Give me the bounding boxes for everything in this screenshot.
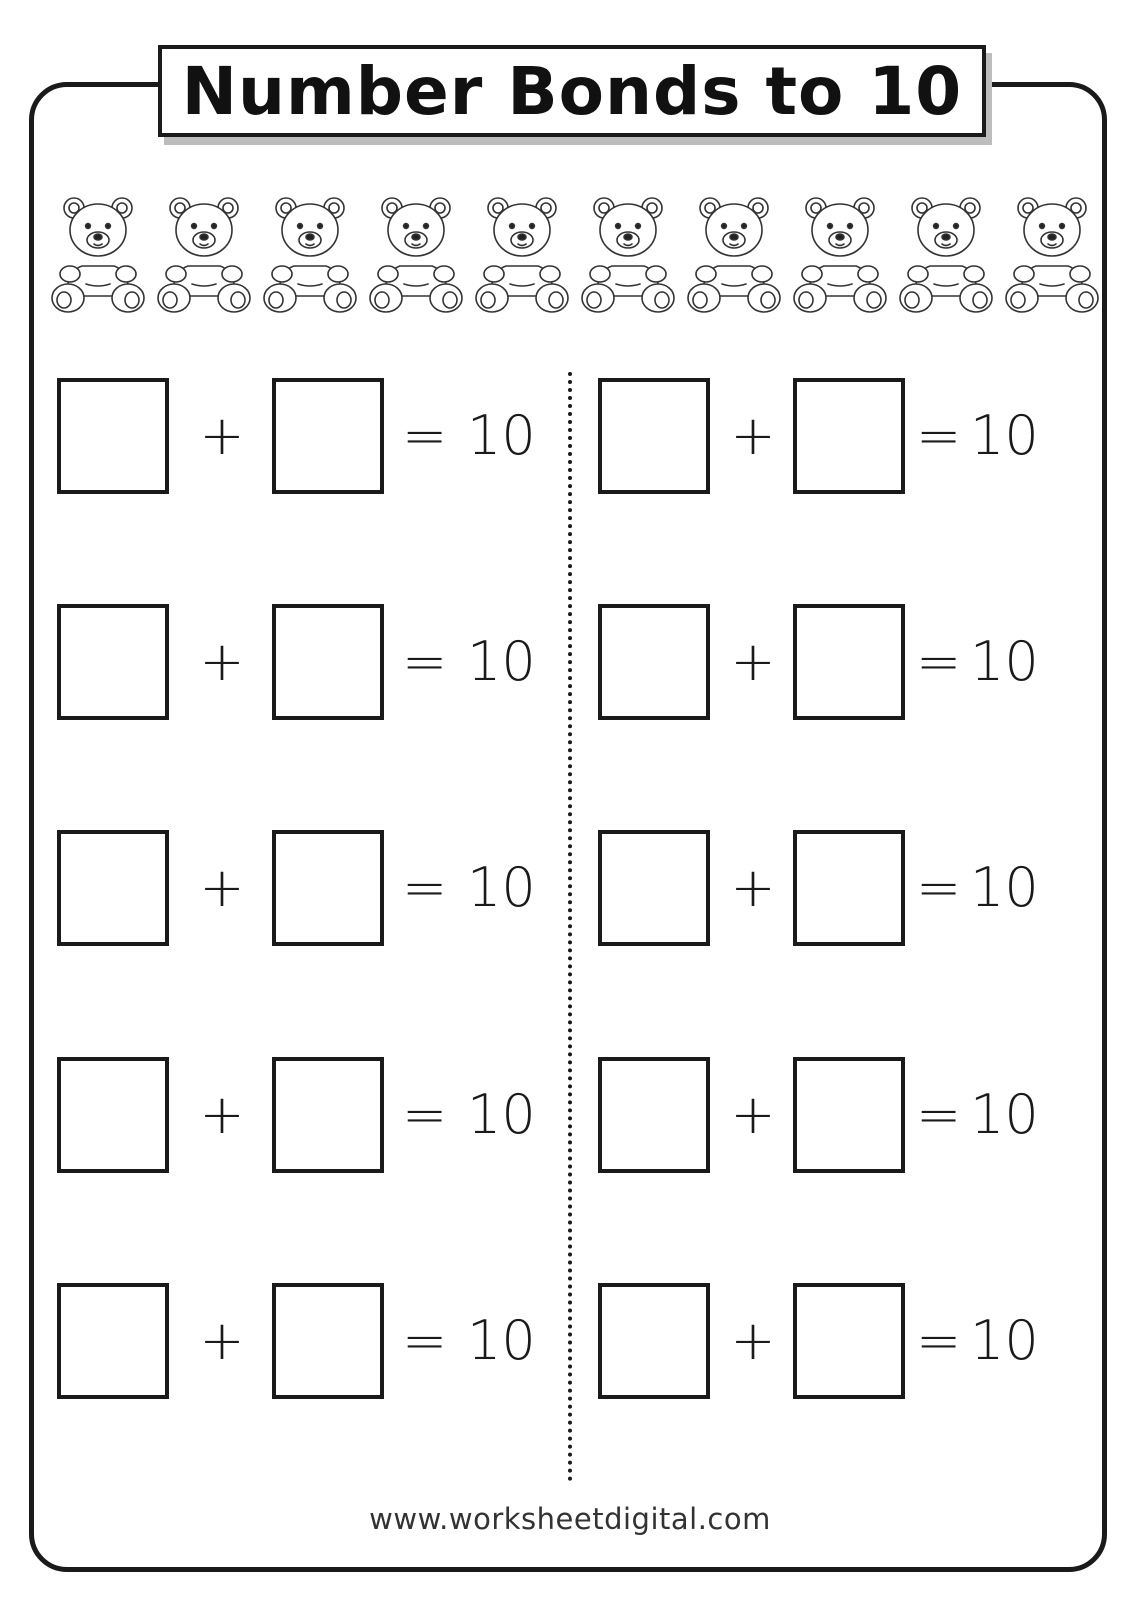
equals-sign: = (402, 1083, 448, 1146)
total-value: 10 (970, 856, 1039, 919)
answer-box-second-addend[interactable] (272, 1283, 384, 1399)
total-value: 10 (970, 404, 1039, 467)
plus-sign: + (199, 404, 245, 467)
number-bond-equation (57, 1057, 536, 1177)
plus-sign: + (199, 1083, 245, 1146)
number-bond-equation (598, 1057, 1068, 1177)
teddy-bear-icon (686, 192, 782, 316)
answer-box-second-addend[interactable] (272, 1057, 384, 1173)
number-bond-equation (57, 378, 536, 498)
answer-box-first-addend[interactable] (57, 378, 169, 494)
teddy-bear-icon (1004, 192, 1100, 316)
answer-box-first-addend[interactable] (57, 1057, 169, 1173)
plus-sign: + (730, 1083, 776, 1146)
equals-sign: = (402, 856, 448, 919)
teddy-bear-counters (50, 192, 1100, 320)
number-bond-equation (57, 1283, 536, 1403)
column-divider (568, 372, 572, 1482)
answer-box-second-addend[interactable] (793, 1283, 905, 1399)
teddy-bear-icon (792, 192, 888, 316)
answer-box-first-addend[interactable] (57, 604, 169, 720)
plus-sign: + (199, 856, 245, 919)
answer-box-first-addend[interactable] (598, 604, 710, 720)
answer-box-first-addend[interactable] (57, 830, 169, 946)
teddy-bear-icon (156, 192, 252, 316)
teddy-bear-icon (474, 192, 570, 316)
equals-sign: = (916, 404, 962, 467)
answer-box-first-addend[interactable] (598, 1057, 710, 1173)
equals-sign: = (916, 1309, 962, 1372)
plus-sign: + (199, 1309, 245, 1372)
total-value: 10 (467, 404, 536, 467)
total-value: 10 (970, 1309, 1039, 1372)
plus-sign: + (730, 1309, 776, 1372)
total-value: 10 (467, 630, 536, 693)
total-value: 10 (970, 630, 1039, 693)
page-title: Number Bonds to 10 (181, 52, 963, 130)
total-value: 10 (467, 1309, 536, 1372)
answer-box-first-addend[interactable] (598, 378, 710, 494)
number-bond-equation (57, 830, 536, 950)
answer-box-second-addend[interactable] (793, 1057, 905, 1173)
answer-box-second-addend[interactable] (793, 378, 905, 494)
number-bond-equation (598, 604, 1068, 724)
number-bond-equation (598, 1283, 1068, 1403)
equals-sign: = (402, 630, 448, 693)
answer-box-second-addend[interactable] (793, 604, 905, 720)
equals-sign: = (916, 1083, 962, 1146)
plus-sign: + (730, 856, 776, 919)
answer-box-first-addend[interactable] (57, 1283, 169, 1399)
number-bond-equation (598, 830, 1068, 950)
teddy-bear-icon (50, 192, 146, 316)
number-bond-equation (598, 378, 1068, 498)
total-value: 10 (970, 1083, 1039, 1146)
plus-sign: + (730, 404, 776, 467)
equals-sign: = (402, 404, 448, 467)
teddy-bear-icon (262, 192, 358, 316)
equals-sign: = (916, 630, 962, 693)
teddy-bear-icon (368, 192, 464, 316)
answer-box-second-addend[interactable] (793, 830, 905, 946)
number-bond-equation (57, 604, 536, 724)
answer-box-second-addend[interactable] (272, 604, 384, 720)
answer-box-first-addend[interactable] (598, 830, 710, 946)
footer-url: www.worksheetdigital.com (369, 1502, 771, 1536)
total-value: 10 (467, 856, 536, 919)
equals-sign: = (402, 1309, 448, 1372)
title-banner (158, 45, 986, 137)
teddy-bear-icon (580, 192, 676, 316)
plus-sign: + (199, 630, 245, 693)
plus-sign: + (730, 630, 776, 693)
equals-sign: = (916, 856, 962, 919)
answer-box-second-addend[interactable] (272, 378, 384, 494)
total-value: 10 (467, 1083, 536, 1146)
answer-box-second-addend[interactable] (272, 830, 384, 946)
answer-box-first-addend[interactable] (598, 1283, 710, 1399)
teddy-bear-icon (898, 192, 994, 316)
